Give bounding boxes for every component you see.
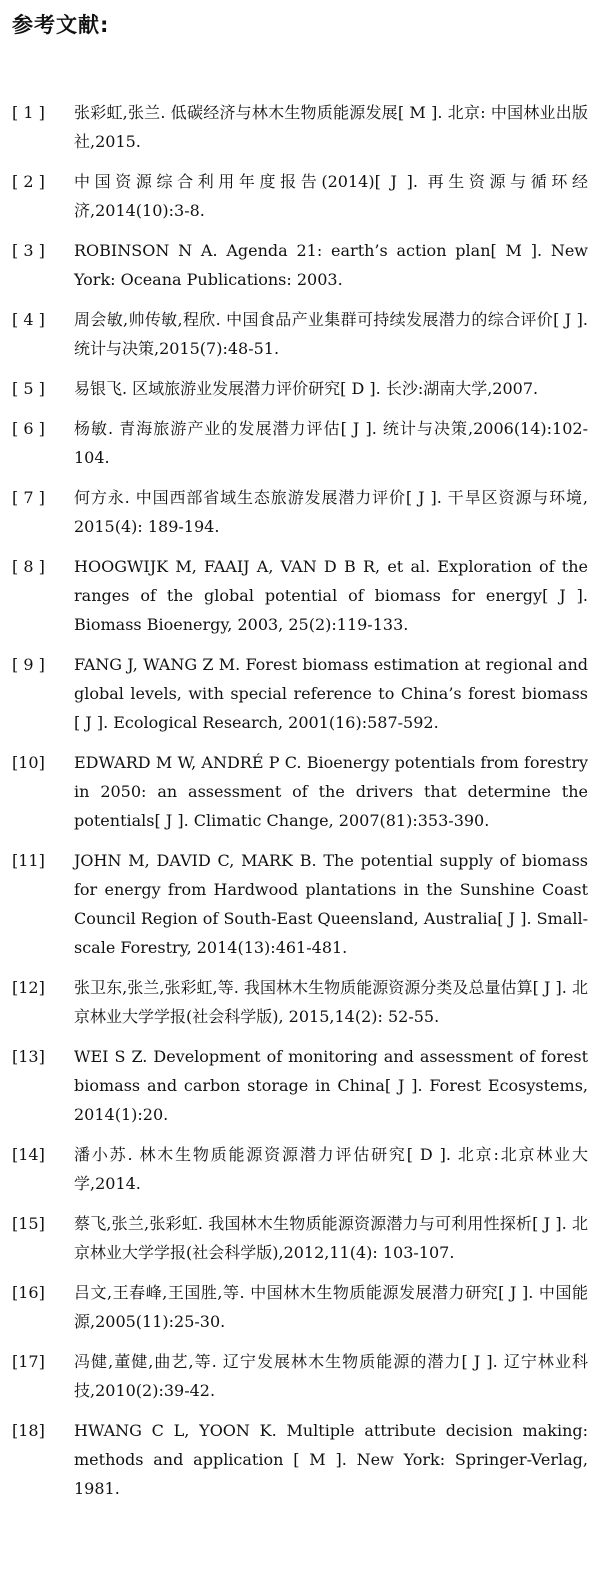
- reference-text: 蔡飞,张兰,张彩虹. 我国林木生物质能源资源潜力与可利用性探析[ J ]. 北京林业大学学报(社会科学版),2012,11(4): 103-107.: [74, 1214, 588, 1262]
- reference-text: FANG J, WANG Z M. Forest biomass estimation at regional and global levels, with special reference to China’s forest biomass [ J ]. Ecological Research, 2001(16):587-592.: [74, 655, 588, 732]
- reference-text: 吕文,王春峰,王国胜,等. 中国林木生物质能源发展潜力研究[ J ]. 中国能源,2005(11):25-30.: [74, 1283, 588, 1331]
- reference-item: [12, 748, 588, 835]
- reference-number: [ 5 ]: [12, 379, 45, 398]
- reference-number: [ 3 ]: [12, 241, 45, 260]
- reference-text: EDWARD M W, ANDRÉ P C. Bioenergy potentials from forestry in 2050: an assessment of the drivers that determine the potentials[ J ]. Climatic Change, 2007(81):353-390.: [74, 753, 588, 830]
- reference-number: [ 7 ]: [12, 488, 45, 507]
- reference-text: 中国资源综合利用年度报告(2014)[ J ]. 再生资源与循环经济,2014(10):3-8.: [74, 172, 588, 220]
- reference-number: [ 9 ]: [12, 655, 45, 674]
- reference-item: [12, 167, 588, 225]
- reference-item: [12, 1278, 588, 1336]
- reference-item: [12, 1347, 588, 1405]
- reference-text: 潘小苏. 林木生物质能源资源潜力评估研究[ D ]. 北京:北京林业大学,2014.: [74, 1145, 588, 1193]
- reference-text: WEI S Z. Development of monitoring and assessment of forest biomass and carbon storage in China[ J ]. Forest Ecosystems, 2014(1):20.: [74, 1047, 588, 1124]
- reference-number: [ 1 ]: [12, 103, 45, 122]
- reference-text: HOOGWIJK M, FAAIJ A, VAN D B R, et al. Exploration of the ranges of the global potential of biomass for energy[ J ]. Biomass Bioenergy, 2003, 25(2):119-133.: [74, 557, 588, 634]
- reference-number: [11]: [12, 851, 45, 870]
- reference-text: HWANG C L, YOON K. Multiple attribute decision making: methods and application [ M ]. New York: Springer-Verlag, 1981.: [74, 1421, 588, 1498]
- reference-text: ROBINSON N A. Agenda 21: earth’s action plan[ M ]. New York: Oceana Publications: 2003.: [74, 241, 588, 289]
- reference-item: [12, 1140, 588, 1198]
- reference-number: [16]: [12, 1283, 45, 1302]
- reference-number: [ 2 ]: [12, 172, 45, 191]
- reference-number: [14]: [12, 1145, 45, 1164]
- reference-number: [18]: [12, 1421, 45, 1440]
- reference-item: [12, 414, 588, 472]
- reference-number: [ 8 ]: [12, 557, 45, 576]
- reference-item: [12, 650, 588, 737]
- reference-item: [12, 973, 588, 1031]
- reference-number: [17]: [12, 1352, 45, 1371]
- reference-item: [12, 374, 588, 403]
- reference-item: [12, 98, 588, 156]
- reference-text: JOHN M, DAVID C, MARK B. The potential supply of biomass for energy from Hardwood plantations in the Sunshine Coast Council Region of South-East Queensland, Australia[ J ]. Small-scale Forestry, 2014(13):461-481.: [74, 851, 588, 957]
- reference-number: [15]: [12, 1214, 45, 1233]
- reference-item: [12, 483, 588, 541]
- reference-number: [10]: [12, 753, 45, 772]
- reference-item: [12, 305, 588, 363]
- reference-text: 冯健,董健,曲艺,等. 辽宁发展林木生物质能源的潜力[ J ]. 辽宁林业科技,2010(2):39-42.: [74, 1352, 588, 1400]
- reference-list: [12, 98, 588, 1503]
- reference-text: 何方永. 中国西部省域生态旅游发展潜力评价[ J ]. 干旱区资源与环境, 2015(4): 189-194.: [74, 488, 588, 536]
- reference-item: [12, 236, 588, 294]
- reference-number: [13]: [12, 1047, 45, 1066]
- reference-number: [12]: [12, 978, 45, 997]
- reference-number: [ 6 ]: [12, 419, 45, 438]
- reference-item: [12, 1416, 588, 1503]
- reference-text: 易银飞. 区域旅游业发展潜力评价研究[ D ]. 长沙:湖南大学,2007.: [74, 379, 539, 398]
- reference-item: [12, 1042, 588, 1129]
- reference-text: 杨敏. 青海旅游产业的发展潜力评估[ J ]. 统计与决策,2006(14):102-104.: [74, 419, 588, 467]
- reference-item: [12, 552, 588, 639]
- reference-text: 张卫东,张兰,张彩虹,等. 我国林木生物质能源资源分类及总量估算[ J ]. 北京林业大学学报(社会科学版), 2015,14(2): 52-55.: [74, 978, 588, 1026]
- reference-item: [12, 1209, 588, 1267]
- reference-text: 张彩虹,张兰. 低碳经济与林木生物质能源发展[ M ]. 北京: 中国林业出版社,2015.: [74, 103, 588, 151]
- reference-number: [ 4 ]: [12, 310, 45, 329]
- references-heading: 参考文献:: [12, 13, 110, 37]
- reference-item: [12, 846, 588, 962]
- reference-text: 周会敏,帅传敏,程欣. 中国食品产业集群可持续发展潜力的综合评价[ J ]. 统计与决策,2015(7):48-51.: [74, 310, 588, 358]
